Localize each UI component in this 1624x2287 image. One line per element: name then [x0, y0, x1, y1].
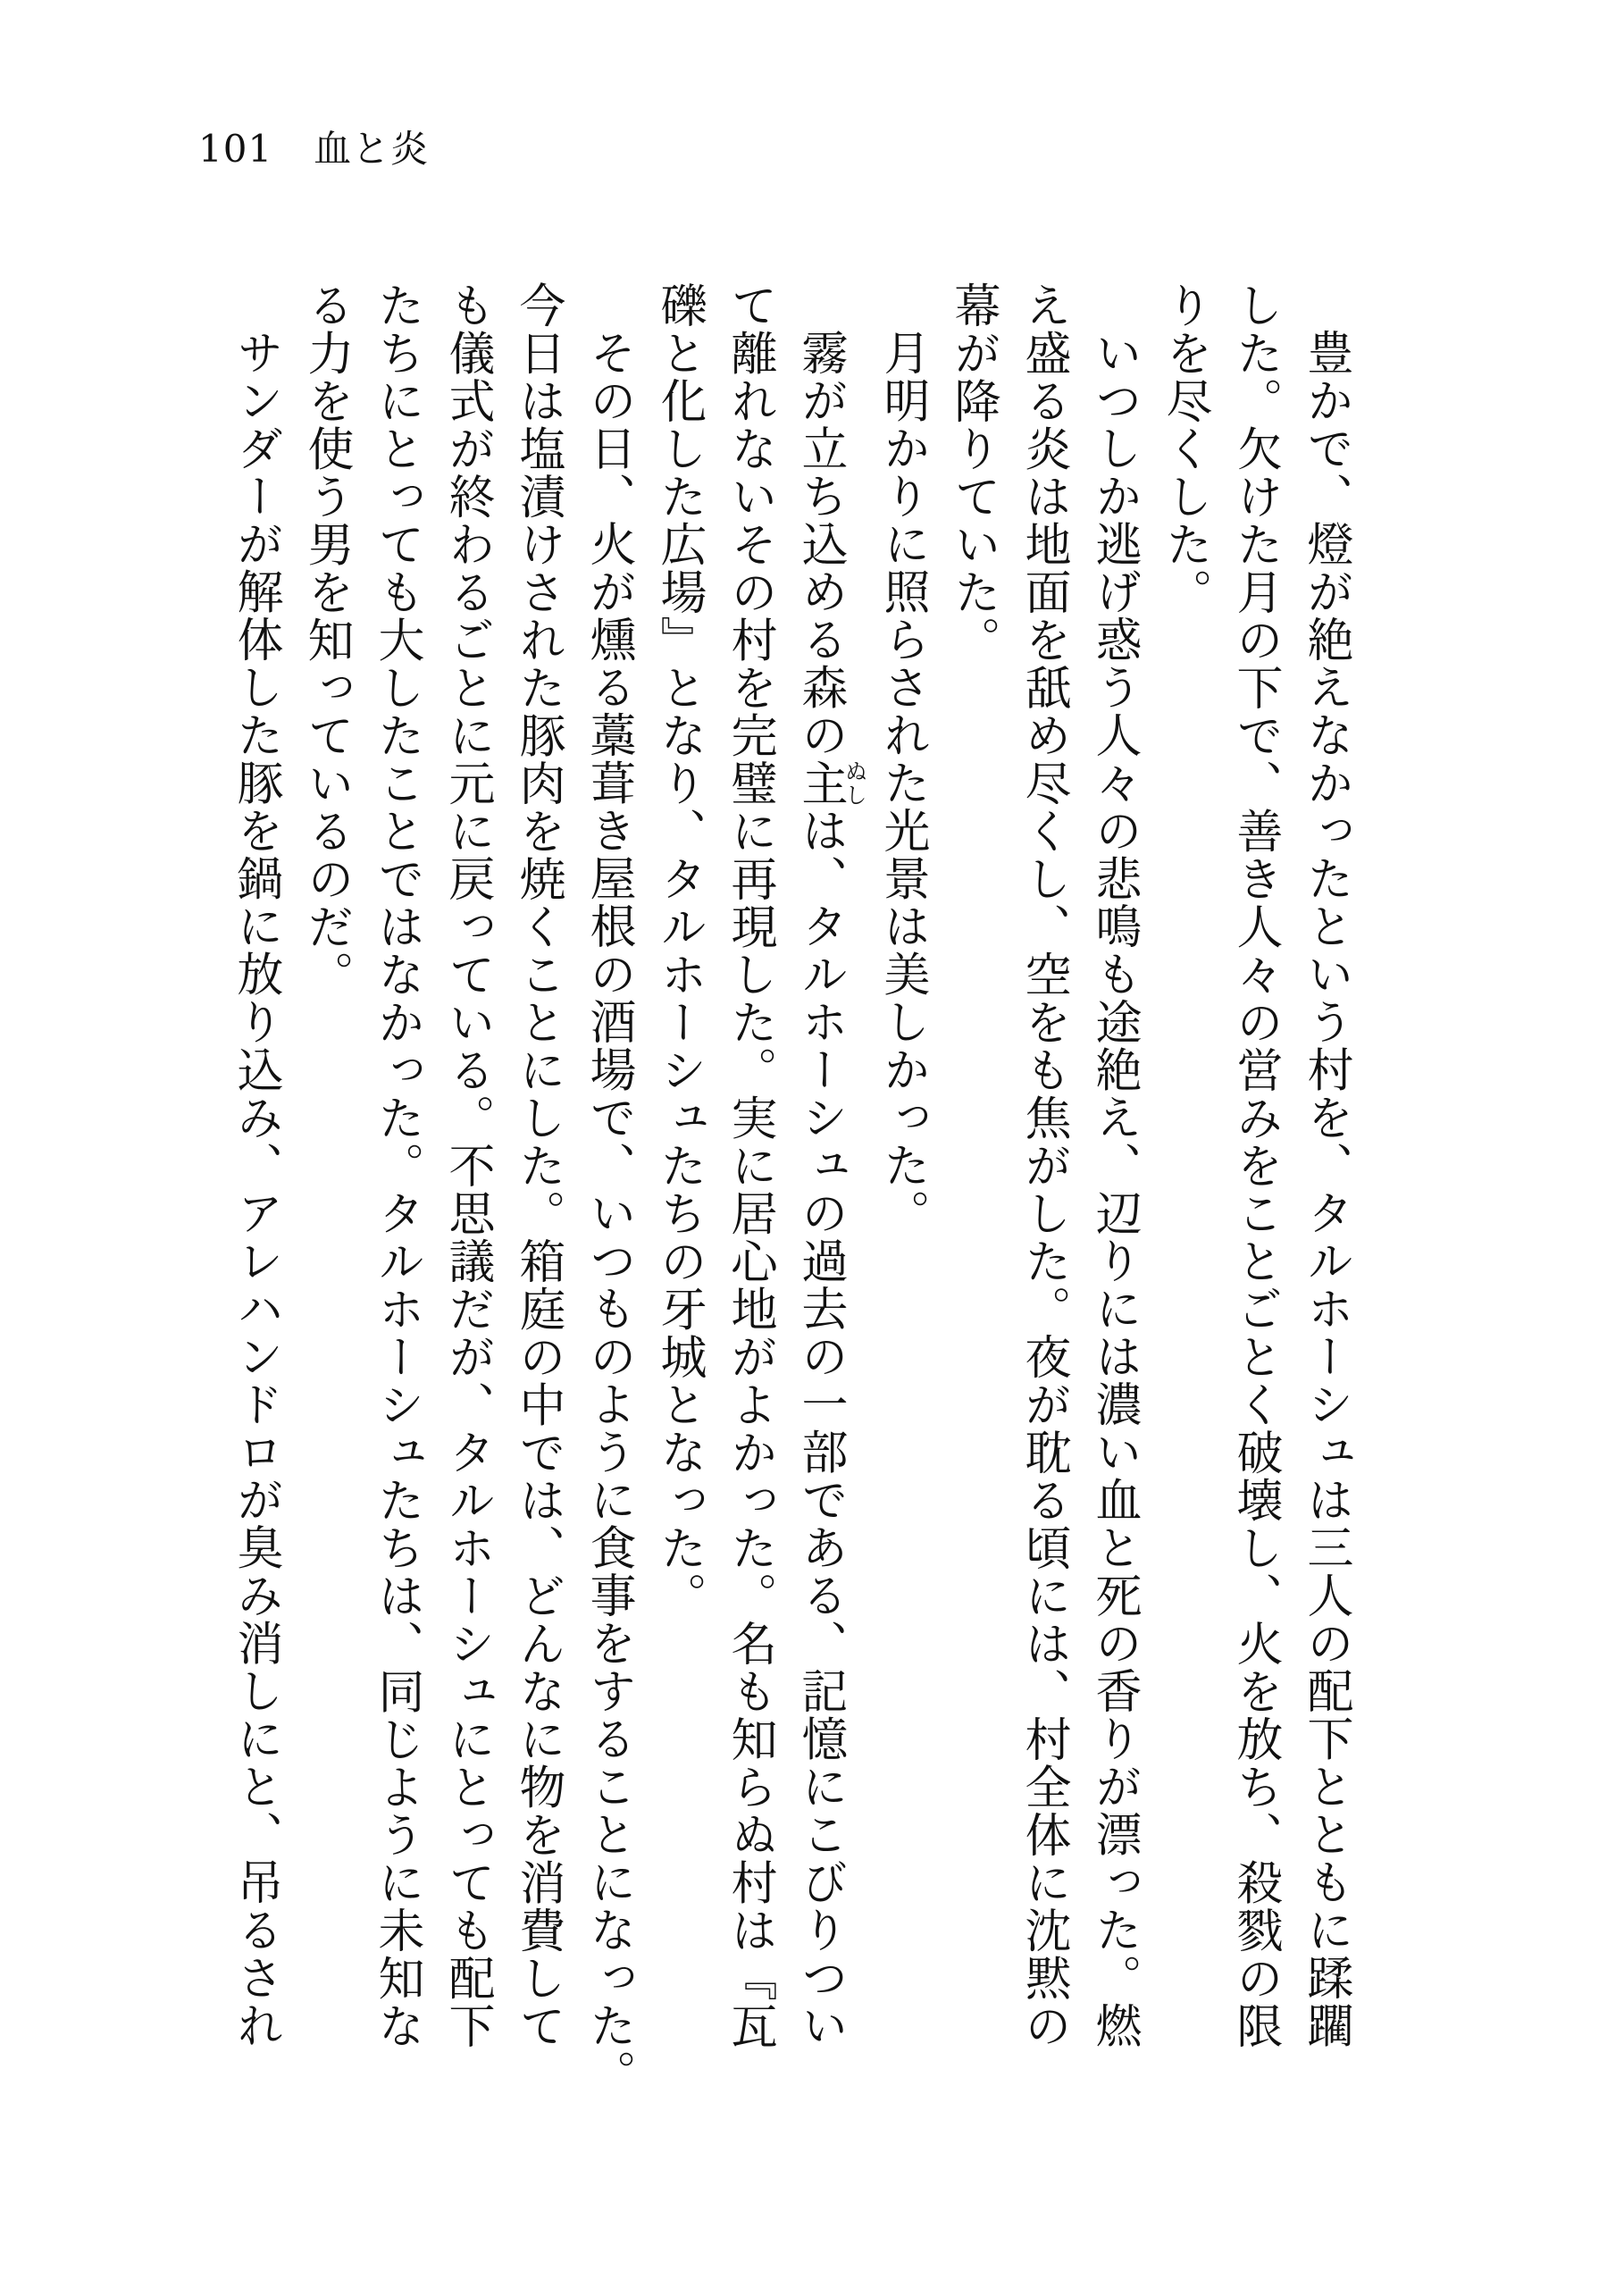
text-line — [573, 281, 643, 2098]
text-run: 礫と化した広場』となり、タルホーシュたちの牙城となった。 — [652, 281, 706, 1620]
text-line — [1219, 281, 1290, 2050]
text-line — [643, 281, 714, 2050]
text-run: サンダーが解体した豚を鍋に放り込み、アレハンドロが臭み消しにと、吊るされ — [229, 329, 282, 2049]
text-run: も儀式が終わるごとに元に戻っている。不思議だが、タルホーシュにとっても配下 — [440, 281, 494, 2050]
text-run: え盛る炎は地面を舐め尽くし、空をも焦がした。夜が耽る頃には、村全体に沈黙の — [1017, 281, 1070, 2050]
text-line — [502, 281, 573, 2050]
text-run: は、タルホーシュの過去の一部である、記憶にこびりつい — [793, 807, 847, 2049]
text-run: いつしか逃げ惑う人々の悲鳴も途絶え、辺りには濃い血と死の香りが漂った。燃 — [1087, 329, 1141, 2049]
text-run: りを尽くした。 — [1158, 281, 1211, 616]
text-line — [290, 281, 361, 2050]
body-text — [220, 281, 1360, 2098]
text-run: たちにとっても大したことではなかった。タルホーシュたちは、同じように未知な — [370, 281, 423, 2050]
text-run: 今日は塩漬けされた豚肉を焼くことにした。箱庭の中では、どんなに物を消費して — [511, 281, 565, 2050]
ruby-annotated-word: 主ぬし — [793, 758, 868, 807]
text-run: 豊かで、燈が絶えなかったという村を、タルホーシュは三人の配下とともに蹂躙 — [1299, 329, 1352, 2049]
text-line — [1290, 281, 1360, 2050]
text-run: る力を使う男を知っているのだ。 — [299, 281, 353, 999]
page-number: 101 — [198, 127, 273, 171]
text-line — [866, 281, 937, 2050]
text-run: 幕が降りていた。 — [946, 281, 1000, 664]
text-line — [784, 281, 866, 2050]
chapter-title: 血と炎 — [314, 127, 430, 171]
text-line — [714, 281, 784, 2050]
text-line — [220, 281, 290, 2050]
furigana: ぬし — [841, 758, 868, 807]
text-run: 霧が立ち込める森の — [793, 329, 847, 759]
text-run: その日、火が燻る藁葺き屋根の酒場で、いつものように食事をすることになった。 — [582, 329, 635, 2098]
text-run: した。欠けた月の下で、善き人々の営みをことごとく破壊し、火を放ち、殺戮の限 — [1228, 281, 1282, 2050]
text-run: 月明かりに照らされた光景は美しかった。 — [875, 329, 929, 1237]
text-line — [937, 281, 1008, 2050]
text-line — [1008, 281, 1078, 2050]
running-head — [198, 127, 430, 171]
text-line — [1078, 281, 1149, 2050]
text-run: て離れないその村を完璧に再現した。実に居心地がよかった。名も知らぬ村は『瓦 — [723, 281, 776, 2050]
text-line — [1149, 281, 1219, 2050]
text-line — [431, 281, 502, 2050]
text-line — [361, 281, 431, 2050]
